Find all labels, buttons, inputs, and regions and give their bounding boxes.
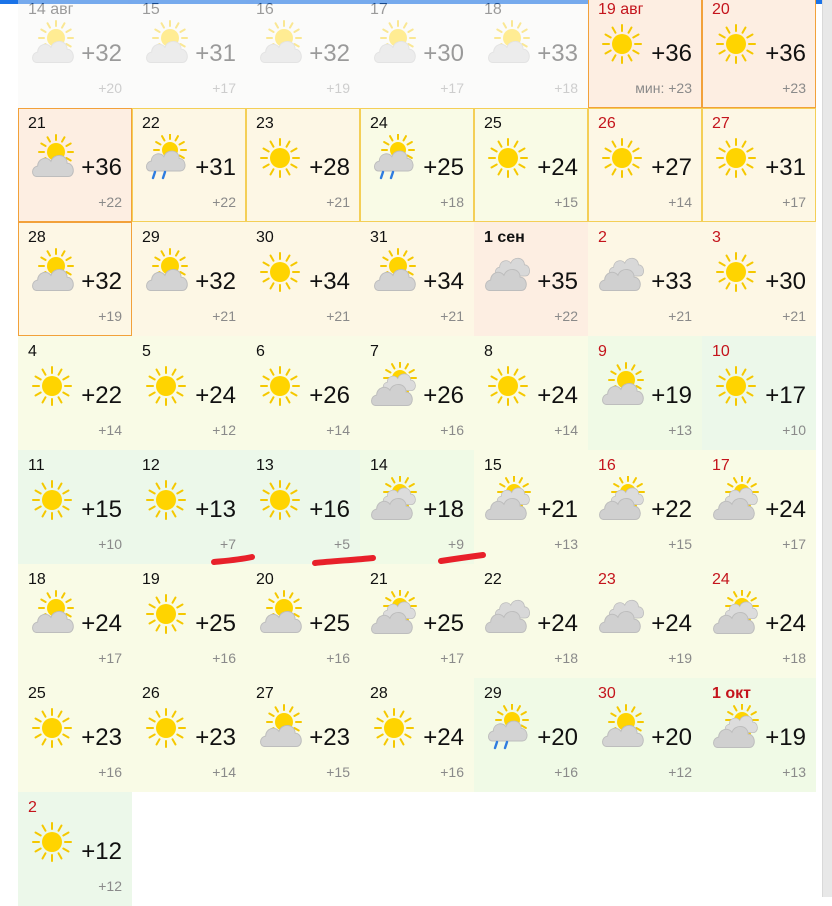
day-cell[interactable] xyxy=(360,336,474,450)
partly-cloudy-icon xyxy=(370,248,418,296)
sun-icon xyxy=(712,20,760,68)
sun-icon xyxy=(28,476,76,524)
day-date: 8 xyxy=(484,343,493,360)
max-temperature: +24 xyxy=(765,496,806,523)
sun-icon xyxy=(28,704,76,752)
min-temperature: +16 xyxy=(326,650,350,666)
day-cell[interactable] xyxy=(246,222,360,336)
day-date: 1 окт xyxy=(712,685,751,702)
min-temperature: мин: +23 xyxy=(635,80,692,96)
day-date: 21 xyxy=(28,115,46,132)
day-date: 24 xyxy=(712,571,730,588)
day-date: 6 xyxy=(256,343,265,360)
partly-cloudy-icon xyxy=(598,704,646,752)
day-date: 29 xyxy=(142,229,160,246)
min-temperature: +15 xyxy=(554,194,578,210)
max-temperature: +17 xyxy=(765,382,806,409)
mostly-cloudy-icon xyxy=(712,704,760,752)
sun-icon xyxy=(370,704,418,752)
min-temperature: +21 xyxy=(326,308,350,324)
day-cell[interactable] xyxy=(246,0,360,108)
max-temperature: +19 xyxy=(765,724,806,751)
scrollbar-track[interactable] xyxy=(822,0,832,897)
day-date: 24 xyxy=(370,115,388,132)
max-temperature: +25 xyxy=(423,154,464,181)
min-temperature: +13 xyxy=(668,422,692,438)
mostly-cloudy-icon xyxy=(370,590,418,638)
mostly-cloudy-icon xyxy=(370,362,418,410)
max-temperature: +31 xyxy=(195,40,236,67)
sun-icon xyxy=(28,362,76,410)
partly-cloudy-icon xyxy=(256,20,304,68)
day-cell[interactable] xyxy=(702,678,816,792)
sun-icon xyxy=(142,362,190,410)
partly-cloudy-icon xyxy=(28,248,76,296)
day-cell[interactable] xyxy=(702,336,816,450)
max-temperature: +35 xyxy=(537,268,578,295)
min-temperature: +18 xyxy=(554,650,578,666)
mostly-cloudy-icon xyxy=(370,476,418,524)
max-temperature: +33 xyxy=(651,268,692,295)
max-temperature: +24 xyxy=(195,382,236,409)
day-cell[interactable] xyxy=(360,678,474,792)
sun-icon xyxy=(712,362,760,410)
day-date: 19 xyxy=(142,571,160,588)
day-cell[interactable] xyxy=(132,450,246,564)
mostly-cloudy-icon xyxy=(598,476,646,524)
cloudy-icon xyxy=(484,590,532,638)
day-date: 15 xyxy=(142,1,160,18)
day-date: 13 xyxy=(256,457,274,474)
min-temperature: +21 xyxy=(212,308,236,324)
sun-icon xyxy=(484,134,532,182)
max-temperature: +32 xyxy=(81,40,122,67)
rain-icon xyxy=(370,134,418,182)
max-temperature: +25 xyxy=(309,610,350,637)
min-temperature: +16 xyxy=(98,764,122,780)
partly-cloudy-icon xyxy=(142,248,190,296)
day-cell[interactable] xyxy=(588,678,702,792)
day-date: 25 xyxy=(484,115,502,132)
cloudy-icon xyxy=(598,248,646,296)
day-date: 27 xyxy=(256,685,274,702)
max-temperature: +22 xyxy=(651,496,692,523)
day-cell[interactable] xyxy=(18,678,132,792)
max-temperature: +23 xyxy=(81,724,122,751)
max-temperature: +23 xyxy=(195,724,236,751)
max-temperature: +28 xyxy=(309,154,350,181)
min-temperature: +10 xyxy=(782,422,806,438)
day-cell[interactable] xyxy=(360,564,474,678)
min-temperature: +14 xyxy=(98,422,122,438)
sun-icon xyxy=(598,134,646,182)
max-temperature: +16 xyxy=(309,496,350,523)
day-date: 23 xyxy=(256,115,274,132)
day-cell[interactable] xyxy=(132,0,246,108)
sun-icon xyxy=(256,248,304,296)
max-temperature: +24 xyxy=(423,724,464,751)
day-cell[interactable] xyxy=(132,336,246,450)
max-temperature: +32 xyxy=(309,40,350,67)
min-temperature: +17 xyxy=(440,650,464,666)
day-cell[interactable] xyxy=(246,108,360,222)
min-temperature: +12 xyxy=(668,764,692,780)
day-date: 11 xyxy=(28,457,45,474)
min-temperature: +17 xyxy=(782,536,806,552)
day-cell[interactable] xyxy=(702,450,816,564)
min-temperature: +15 xyxy=(668,536,692,552)
min-temperature: +22 xyxy=(554,308,578,324)
min-temperature: +22 xyxy=(212,194,236,210)
day-cell[interactable] xyxy=(588,564,702,678)
max-temperature: +26 xyxy=(309,382,350,409)
min-temperature: +19 xyxy=(326,80,350,96)
day-cell[interactable] xyxy=(18,336,132,450)
day-date: 9 xyxy=(598,343,607,360)
day-cell[interactable] xyxy=(474,0,588,108)
max-temperature: +22 xyxy=(81,382,122,409)
day-date: 17 xyxy=(370,1,388,18)
day-cell[interactable] xyxy=(360,0,474,108)
day-cell[interactable] xyxy=(588,336,702,450)
max-temperature: +20 xyxy=(651,724,692,751)
day-cell[interactable] xyxy=(18,108,132,222)
max-temperature: +26 xyxy=(423,382,464,409)
day-cell[interactable] xyxy=(360,222,474,336)
mostly-cloudy-icon xyxy=(484,476,532,524)
day-date: 2 xyxy=(28,799,37,816)
min-temperature: +5 xyxy=(334,536,350,552)
max-temperature: +36 xyxy=(765,40,806,67)
max-temperature: +24 xyxy=(537,382,578,409)
rain-icon xyxy=(142,134,190,182)
max-temperature: +32 xyxy=(81,268,122,295)
sun-icon xyxy=(256,476,304,524)
min-temperature: +7 xyxy=(220,536,236,552)
day-cell[interactable] xyxy=(360,450,474,564)
day-date: 30 xyxy=(598,685,616,702)
min-temperature: +14 xyxy=(668,194,692,210)
mostly-cloudy-icon xyxy=(712,476,760,524)
day-cell[interactable] xyxy=(588,450,702,564)
min-temperature: +16 xyxy=(554,764,578,780)
min-temperature: +15 xyxy=(326,764,350,780)
max-temperature: +24 xyxy=(651,610,692,637)
max-temperature: +25 xyxy=(423,610,464,637)
partly-cloudy-icon xyxy=(142,20,190,68)
min-temperature: +17 xyxy=(440,80,464,96)
min-temperature: +12 xyxy=(212,422,236,438)
max-temperature: +34 xyxy=(423,268,464,295)
day-date: 7 xyxy=(370,343,379,360)
day-date: 10 xyxy=(712,343,730,360)
min-temperature: +16 xyxy=(440,422,464,438)
day-date: 2 xyxy=(598,229,607,246)
max-temperature: +21 xyxy=(537,496,578,523)
max-temperature: +18 xyxy=(423,496,464,523)
max-temperature: +31 xyxy=(765,154,806,181)
day-date: 20 xyxy=(712,1,730,18)
min-temperature: +19 xyxy=(668,650,692,666)
day-date: 29 xyxy=(484,685,502,702)
day-date: 30 xyxy=(256,229,274,246)
cloudy-icon xyxy=(484,248,532,296)
max-temperature: +36 xyxy=(651,40,692,67)
min-temperature: +17 xyxy=(212,80,236,96)
max-temperature: +27 xyxy=(651,154,692,181)
day-cell[interactable] xyxy=(246,564,360,678)
min-temperature: +22 xyxy=(98,194,122,210)
day-date: 15 xyxy=(484,457,502,474)
sun-icon xyxy=(142,476,190,524)
max-temperature: +25 xyxy=(195,610,236,637)
max-temperature: +15 xyxy=(81,496,122,523)
max-temperature: +13 xyxy=(195,496,236,523)
day-date: 19 авг xyxy=(598,1,644,18)
min-temperature: +10 xyxy=(98,536,122,552)
max-temperature: +36 xyxy=(81,154,122,181)
min-temperature: +19 xyxy=(98,308,122,324)
day-date: 23 xyxy=(598,571,616,588)
partly-cloudy-icon xyxy=(28,590,76,638)
min-temperature: +18 xyxy=(554,80,578,96)
min-temperature: +21 xyxy=(668,308,692,324)
day-cell[interactable] xyxy=(702,108,816,222)
day-cell[interactable] xyxy=(18,564,132,678)
max-temperature: +12 xyxy=(81,838,122,865)
max-temperature: +32 xyxy=(195,268,236,295)
min-temperature: +9 xyxy=(448,536,464,552)
day-cell[interactable] xyxy=(132,222,246,336)
sun-icon xyxy=(142,704,190,752)
day-date: 26 xyxy=(598,115,616,132)
max-temperature: +34 xyxy=(309,268,350,295)
sun-icon xyxy=(712,248,760,296)
partly-cloudy-icon xyxy=(256,704,304,752)
max-temperature: +24 xyxy=(765,610,806,637)
sun-icon xyxy=(142,590,190,638)
partly-cloudy-icon xyxy=(370,20,418,68)
min-temperature: +21 xyxy=(326,194,350,210)
max-temperature: +31 xyxy=(195,154,236,181)
max-temperature: +33 xyxy=(537,40,578,67)
min-temperature: +21 xyxy=(782,308,806,324)
day-date: 17 xyxy=(712,457,730,474)
day-date: 22 xyxy=(484,571,502,588)
day-cell[interactable] xyxy=(18,450,132,564)
day-date: 4 xyxy=(28,343,37,360)
day-cell[interactable] xyxy=(702,0,816,108)
sun-icon xyxy=(28,818,76,866)
sun-icon xyxy=(256,362,304,410)
weather-calendar xyxy=(18,0,818,897)
day-cell[interactable] xyxy=(18,222,132,336)
min-temperature: +14 xyxy=(554,422,578,438)
day-date: 22 xyxy=(142,115,160,132)
partly-cloudy-icon xyxy=(28,134,76,182)
day-cell[interactable] xyxy=(474,450,588,564)
min-temperature: +14 xyxy=(326,422,350,438)
day-cell[interactable] xyxy=(702,222,816,336)
day-date: 3 xyxy=(712,229,721,246)
min-temperature: +12 xyxy=(98,878,122,894)
partly-cloudy-icon xyxy=(484,20,532,68)
partly-cloudy-icon xyxy=(256,590,304,638)
min-temperature: +17 xyxy=(782,194,806,210)
day-date: 31 xyxy=(370,229,388,246)
partly-cloudy-icon xyxy=(598,362,646,410)
day-date: 27 xyxy=(712,115,730,132)
day-cell[interactable] xyxy=(18,0,132,108)
day-cell[interactable] xyxy=(474,222,588,336)
day-date: 26 xyxy=(142,685,160,702)
max-temperature: +30 xyxy=(423,40,464,67)
day-cell[interactable] xyxy=(588,0,702,108)
day-cell[interactable] xyxy=(246,678,360,792)
day-cell[interactable] xyxy=(702,564,816,678)
sun-icon xyxy=(598,20,646,68)
min-temperature: +21 xyxy=(440,308,464,324)
day-cell[interactable] xyxy=(588,108,702,222)
day-cell[interactable] xyxy=(246,450,360,564)
day-date: 5 xyxy=(142,343,151,360)
day-cell[interactable] xyxy=(474,678,588,792)
sun-icon xyxy=(484,362,532,410)
sun-icon xyxy=(712,134,760,182)
max-temperature: +20 xyxy=(537,724,578,751)
day-cell[interactable] xyxy=(132,678,246,792)
day-cell[interactable] xyxy=(132,564,246,678)
cloudy-icon xyxy=(598,590,646,638)
min-temperature: +23 xyxy=(782,80,806,96)
max-temperature: +30 xyxy=(765,268,806,295)
rain-icon xyxy=(484,704,532,752)
min-temperature: +13 xyxy=(782,764,806,780)
day-date: 16 xyxy=(256,1,274,18)
day-date: 14 авг xyxy=(28,1,74,18)
mostly-cloudy-icon xyxy=(712,590,760,638)
day-date: 28 xyxy=(28,229,46,246)
day-date: 28 xyxy=(370,685,388,702)
max-temperature: +24 xyxy=(537,610,578,637)
day-cell[interactable] xyxy=(474,564,588,678)
day-date: 16 xyxy=(598,457,616,474)
max-temperature: +23 xyxy=(309,724,350,751)
min-temperature: +20 xyxy=(98,80,122,96)
day-cell[interactable] xyxy=(588,222,702,336)
day-cell[interactable] xyxy=(246,336,360,450)
day-cell[interactable] xyxy=(474,336,588,450)
min-temperature: +17 xyxy=(98,650,122,666)
day-cell[interactable] xyxy=(132,108,246,222)
day-date: 18 xyxy=(28,571,46,588)
day-date: 18 xyxy=(484,1,502,18)
min-temperature: +18 xyxy=(782,650,806,666)
min-temperature: +18 xyxy=(440,194,464,210)
max-temperature: +24 xyxy=(537,154,578,181)
day-date: 1 сен xyxy=(484,229,525,246)
partly-cloudy-icon xyxy=(28,20,76,68)
min-temperature: +16 xyxy=(212,650,236,666)
min-temperature: +13 xyxy=(554,536,578,552)
day-cell[interactable] xyxy=(18,792,132,906)
day-date: 20 xyxy=(256,571,274,588)
day-cell[interactable] xyxy=(360,108,474,222)
sun-icon xyxy=(256,134,304,182)
max-temperature: +19 xyxy=(651,382,692,409)
min-temperature: +16 xyxy=(440,764,464,780)
day-date: 25 xyxy=(28,685,46,702)
day-date: 12 xyxy=(142,457,160,474)
min-temperature: +14 xyxy=(212,764,236,780)
day-date: 14 xyxy=(370,457,388,474)
day-cell[interactable] xyxy=(474,108,588,222)
day-date: 21 xyxy=(370,571,388,588)
max-temperature: +24 xyxy=(81,610,122,637)
